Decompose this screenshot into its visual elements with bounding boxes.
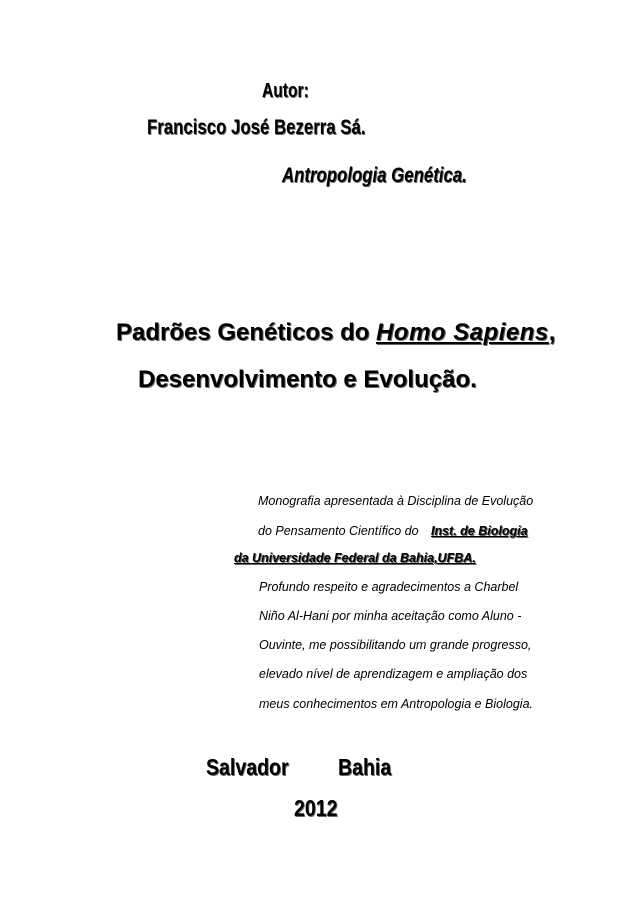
institute-name: Inst. de Biologia [430,524,528,538]
title-species: Homo Sapiens [376,319,549,346]
footer-city: Salvador [206,754,289,780]
title-prefix: Padrões Genéticos do [116,319,370,346]
acknowledgement-line-1: Profundo respeito e agradecimentos a Charbel [259,580,519,594]
acknowledgement-line-4: elevado nível de aprendizagem e ampliação dos [259,667,528,681]
title-line-2: Desenvolvimento e Evolução. [138,366,477,393]
monograph-line-2-text: do Pensamento Científico do [258,524,419,538]
title-suffix: , [548,319,556,346]
author-label: Autor: [262,80,309,102]
footer-state: Bahia [338,754,392,780]
monograph-line-1: Monografia apresentada à Disciplina de Evolução [258,494,534,508]
title-line-1 [116,319,555,347]
monograph-line-3: da Universidade Federal da Bahia,UFBA. [234,551,476,565]
acknowledgement-line-3: Ouvinte, me possibilitando um grande progresso, [259,638,532,652]
acknowledgement-line-2: Niño Al-Hani por minha aceitação como Aluno - [259,609,522,623]
author-name: Francisco José Bezerra Sá. [147,116,366,139]
acknowledgement-line-5: meus conhecimentos em Antropologia e Biologia. [259,697,533,711]
discipline-name: Antropologia Genética. [282,164,467,187]
footer-year: 2012 [294,795,338,821]
monograph-line-2 [258,522,528,540]
